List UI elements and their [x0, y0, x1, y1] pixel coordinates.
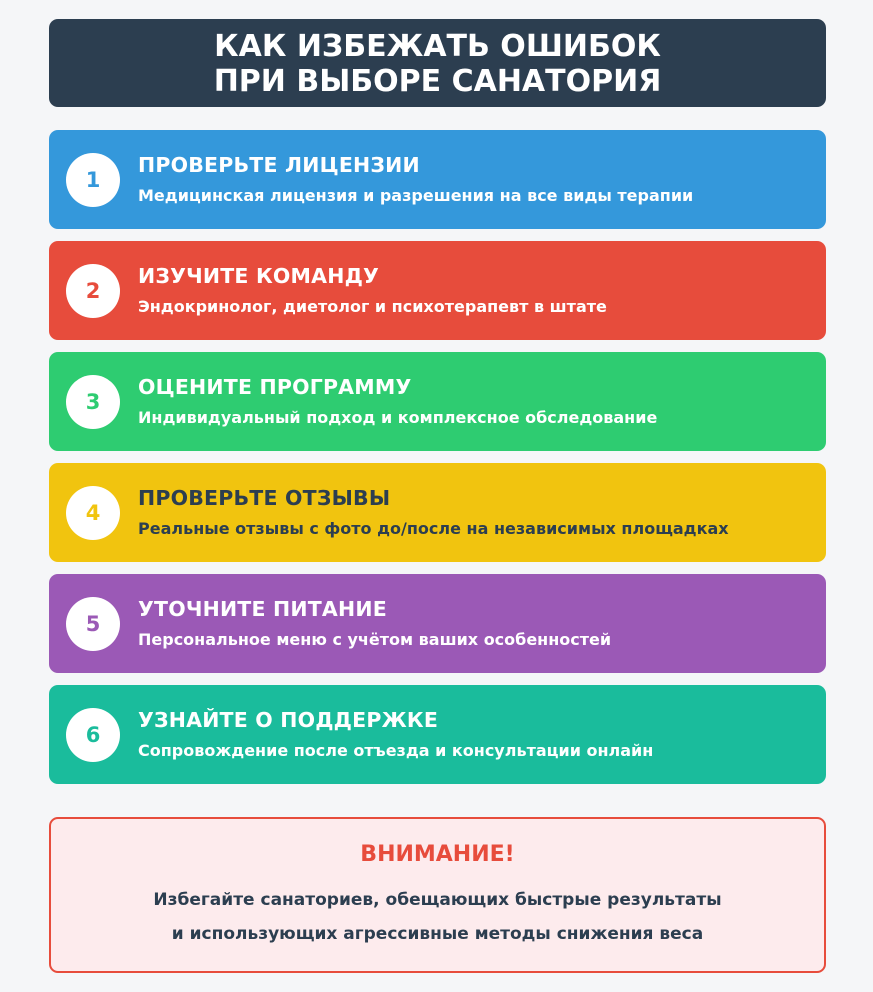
- step-title: УЗНАЙТЕ О ПОДДЕРЖКЕ: [138, 707, 439, 732]
- step-number-badge: 5: [66, 597, 120, 651]
- step-description: Медицинская лицензия и разрешения на все виды терапии: [138, 185, 694, 205]
- step-number-badge: 6: [66, 708, 120, 762]
- step-title: ПРОВЕРЬТЕ ОТЗЫВЫ: [138, 485, 391, 510]
- step-number-badge: 2: [66, 264, 120, 318]
- warning-box: [49, 817, 826, 973]
- step-card-1: [49, 130, 826, 229]
- step-card-4: [49, 463, 826, 562]
- step-description: Сопровождение после отъезда и консультации онлайн: [138, 740, 654, 760]
- step-title: УТОЧНИТЕ ПИТАНИЕ: [138, 596, 387, 621]
- step-card-5: [49, 574, 826, 673]
- step-number-badge: 3: [66, 375, 120, 429]
- warning-title: ВНИМАНИЕ!: [360, 842, 515, 867]
- page-title: [49, 19, 826, 107]
- warning-text: [51, 883, 824, 951]
- step-title: ОЦЕНИТЕ ПРОГРАММУ: [138, 374, 412, 399]
- title-line-2: ПРИ ВЫБОРЕ САНАТОРИЯ: [213, 64, 662, 99]
- title-line-1: КАК ИЗБЕЖАТЬ ОШИБОК: [214, 29, 661, 64]
- step-card-2: [49, 241, 826, 340]
- step-number-badge: 4: [66, 486, 120, 540]
- step-description: Персональное меню с учётом ваших особенностей: [138, 629, 612, 649]
- step-description: Реальные отзывы с фото до/после на независимых площадках: [138, 518, 729, 538]
- step-title: ПРОВЕРЬТЕ ЛИЦЕНЗИИ: [138, 152, 420, 177]
- step-number-badge: 1: [66, 153, 120, 207]
- steps-list: [49, 130, 826, 784]
- warning-line-1: Избегайте санаториев, обещающих быстрые результаты: [153, 890, 722, 910]
- step-description: Эндокринолог, диетолог и психотерапевт в штате: [138, 296, 607, 316]
- warning-line-2: и использующих агрессивные методы снижения веса: [171, 924, 704, 944]
- step-card-6: [49, 685, 826, 784]
- step-description: Индивидуальный подход и комплексное обследование: [138, 407, 658, 427]
- step-title: ИЗУЧИТЕ КОМАНДУ: [138, 263, 380, 288]
- infographic: [49, 19, 826, 796]
- step-card-3: [49, 352, 826, 451]
